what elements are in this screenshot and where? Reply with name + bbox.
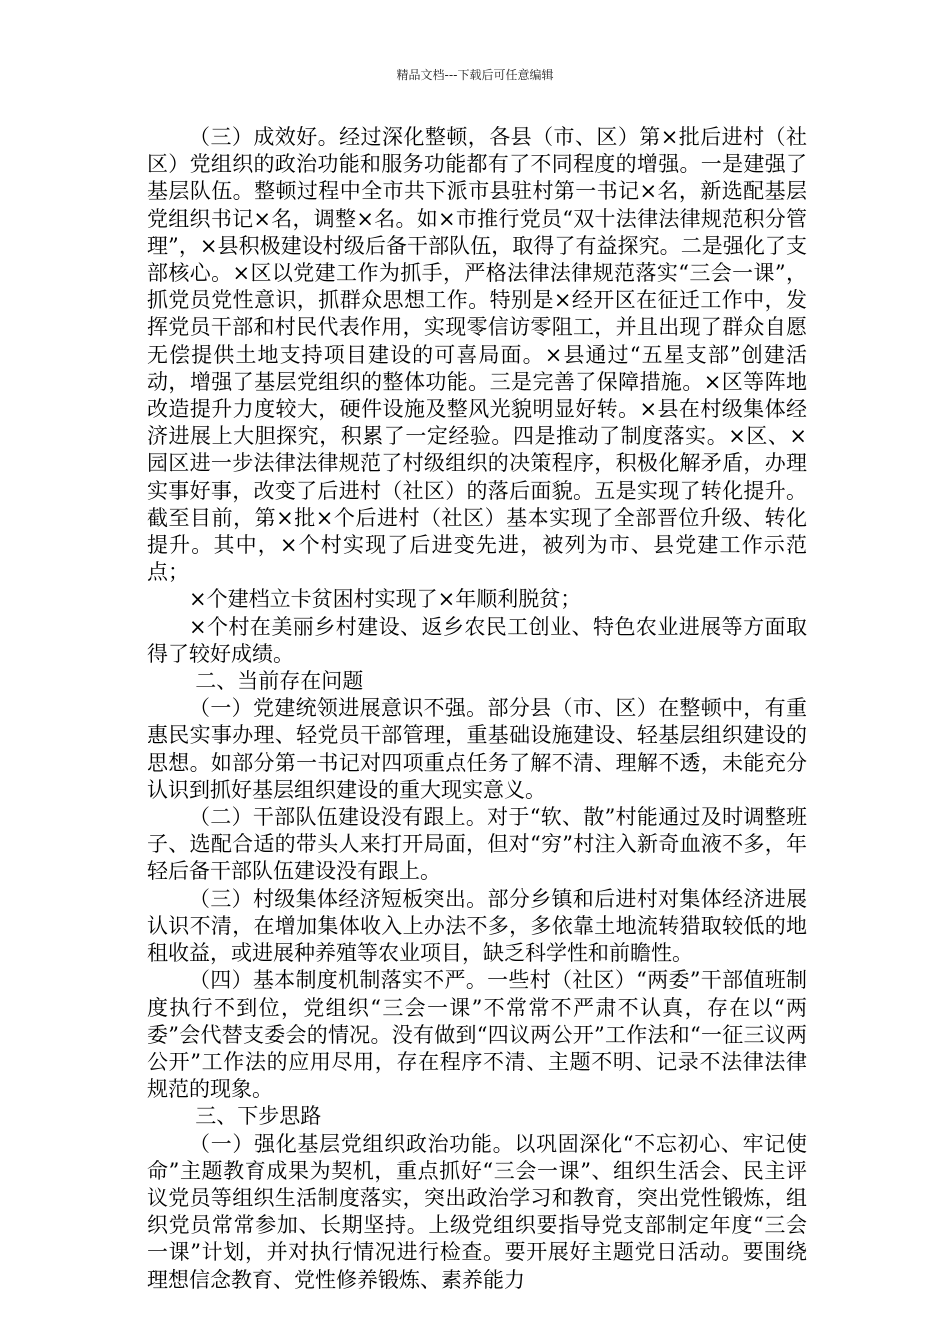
- page-header: 精品文档---下载后可任意编辑: [396, 68, 554, 82]
- document-body: [147, 124, 807, 1294]
- paragraph-poverty: ×个建档立卡贫困村实现了×年顺利脱贫；: [189, 587, 582, 612]
- section-heading-next-steps: 三、下步思路: [195, 1104, 322, 1129]
- paragraph-results: （三）成效好。经过深化整顿，各县（市、区）第×批后进村（社区）党组织的政治功能和服务功能都有了不同程度的增强。一是建强了基层队伍。整顿过程中全市共下派市县驻村第一书记×名，新选配基层党组织书记×名，调整×名。如×市推行党员“双十法律法律规范积分管理”，×县积极建设村级后备干部队伍，取得了有益探究。二是强化了支部核心。×区以党建工作为抓手，严格法律法律规范落实“三会一课”，抓党员党性意识，抓群众思想工作。特别是×经开区在征迁工作中，发挥党员干部和村民代表作用，实现零信访零阻工，并且出现了群众自愿无偿提供土地支持项目建设的可喜局面。×县通过“五星支部”创建活动，增强了基层党组织的整体功能。三是完善了保障措施。×区等阵地改造提升力度较大，硬件设施及整风光貌明显好转。×县在村级集体经济进展上大胆探究，积累了一定经验。四是推动了制度落实。×区、×园区进一步法律法律规范了村级组织的决策程序，积极化解矛盾，办理实事好事，改变了后进村（社区）的落后面貌。五是实现了转化提升。截至目前，第×批×个后进村（社区）基本实现了全部晋位升级、转化提升。其中，×个村实现了后进变先进，被列为市、县党建工作示范点；: [147, 125, 807, 585]
- paragraph-next-step-1: （一）强化基层党组织政治功能。以巩固深化“不忘初心、牢记使命”主题教育成果为契机，重点抓好“三会一课”、组织生活会、民主评议党员等组织生活制度落实，突出政治学习和教育，突出党性锻炼，组织党员常常参加、长期坚持。上级党组织要指导党支部制定年度“三会一课”计划，并对执行情况进行检查。要开展好主题党日活动。要围绕理想信念教育、党性修养锻炼、素养能力: [147, 1131, 807, 1292]
- paragraph-problem-3: （三）村级集体经济短板突出。部分乡镇和后进村对集体经济进展认识不清，在增加集体收入上办法不多，多依靠土地流转猎取较低的地租收益，或进展种养殖等农业项目，缺乏科学性和前瞻性。: [147, 886, 807, 966]
- paragraph-problem-4: （四）基本制度机制落实不严。一些村（社区）“两委”干部值班制度执行不到位，党组织“三会一课”不常常不严肃不认真，存在以“两委”会代替支委会的情况。没有做到“四议两公开”工作法和“一征三议两公开”工作法的应用尽用，存在程序不清、主题不明、记录不法律法律规范的现象。: [147, 968, 807, 1102]
- paragraph-problem-2: （二）干部队伍建设没有跟上。对于“软、散”村能通过及时调整班子、选配合适的带头人来打开局面，但对“穷”村注入新奇血液不多，年轻后备干部队伍建设没有跟上。: [147, 805, 807, 884]
- paragraph-rural: ×个村在美丽乡村建设、返乡农民工创业、特色农业进展等方面取得了较好成绩。: [147, 614, 807, 666]
- section-heading-problems: 二、当前存在问题: [195, 669, 364, 694]
- paragraph-problem-1: （一）党建统领进展意识不强。部分县（市、区）在整顿中，有重惠民实事办理、轻党员干部管理，重基础设施建设、轻基层组织建设的思想。如部分第一书记对四项重点任务了解不清、理解不透，未能充分认识到抓好基层组织建设的重大现实意义。: [147, 696, 807, 802]
